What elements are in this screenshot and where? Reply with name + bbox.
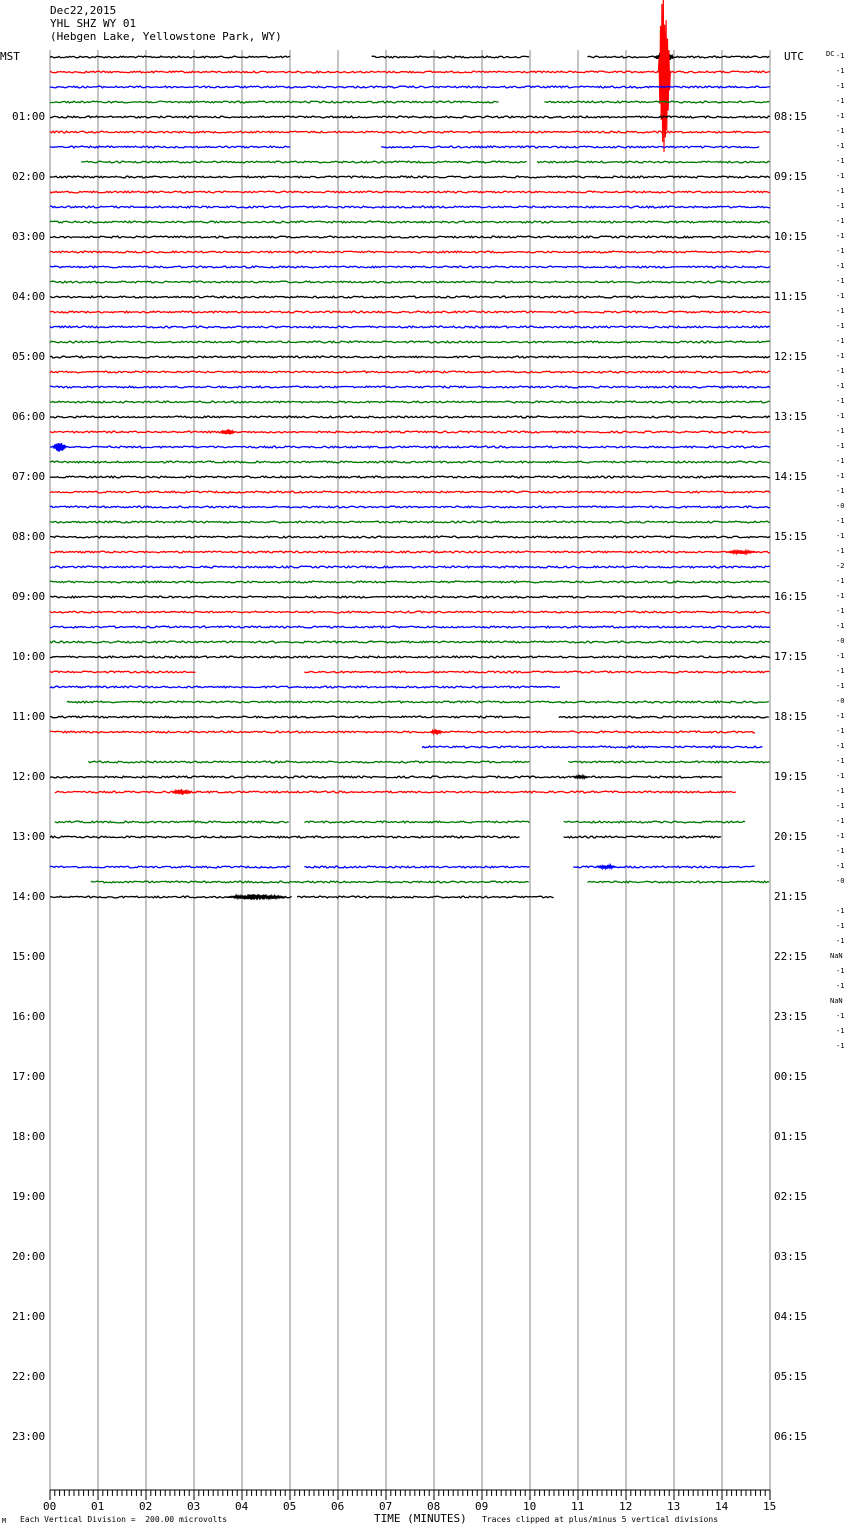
x-tick-label: 00 — [43, 1500, 57, 1513]
station-label: YHL SHZ WY 01 — [50, 17, 137, 30]
mst-hour-label: 23:00 — [12, 1430, 46, 1443]
dc-offset-label: -1 — [836, 67, 845, 75]
grid-lines — [50, 50, 770, 1490]
trace-row-38 — [50, 626, 770, 628]
trace-row-6 — [50, 146, 290, 148]
trace-row-32 — [50, 536, 770, 538]
dc-offset-label: -1 — [836, 712, 845, 720]
utc-hour-label: 12:15 — [774, 350, 808, 363]
utc-hour-label: 13:15 — [774, 410, 808, 423]
utc-hour-label: 03:15 — [774, 1250, 808, 1263]
dc-offset-label: -1 — [836, 397, 845, 405]
dc-offset-label: -1 — [836, 127, 845, 135]
trace-row-7 — [81, 161, 527, 163]
dc-offset-label: -1 — [836, 487, 845, 495]
dc-offset-label: -1 — [836, 1027, 845, 1035]
x-tick-label: 04 — [235, 1500, 249, 1513]
x-tick-label: 05 — [283, 1500, 297, 1513]
dc-offset-label: -1 — [836, 937, 845, 945]
event-burst-row-1 — [658, 0, 670, 152]
trace-row-40 — [50, 656, 770, 658]
dc-offset-label: -1 — [836, 667, 845, 675]
trace-row-55 — [91, 881, 529, 883]
trace-row-33 — [50, 551, 770, 553]
utc-hour-label: 05:15 — [774, 1370, 808, 1383]
utc-hour-label: 16:15 — [774, 590, 808, 603]
utc-hour-label: 14:15 — [774, 470, 808, 483]
dc-offset-label: -1 — [836, 862, 845, 870]
dc-offset-label: -1 — [836, 1042, 845, 1050]
trace-row-37 — [50, 611, 770, 613]
mst-hour-label: 21:00 — [12, 1310, 46, 1323]
dc-offset-label: -1 — [836, 967, 845, 975]
trace-row-46 — [422, 746, 763, 748]
trace-row-47 — [568, 761, 769, 763]
trace-row-49 — [55, 791, 736, 793]
x-tick-label: 10 — [523, 1500, 537, 1513]
trace-row-56 — [297, 896, 554, 898]
trace-row-52 — [50, 836, 520, 838]
mst-axis-title: MST — [0, 50, 20, 63]
dc-offset-label: -1 — [836, 322, 845, 330]
dc-offset-label: -1 — [836, 292, 845, 300]
trace-row-21 — [50, 371, 770, 373]
event-burst-row-33 — [727, 550, 756, 554]
x-axis-label: TIME (MINUTES) — [374, 1512, 467, 1525]
dc-offset-label: -1 — [836, 382, 845, 390]
mst-hour-label: 02:00 — [12, 170, 46, 183]
trace-row-24 — [50, 416, 770, 418]
mst-hour-label: 13:00 — [12, 830, 46, 843]
x-tick-label: 13 — [667, 1500, 681, 1513]
utc-hour-label: 11:15 — [774, 290, 808, 303]
trace-row-0 — [372, 56, 529, 58]
trace-row-54 — [304, 866, 529, 868]
trace-row-15 — [50, 281, 770, 283]
dc-offset-label: -1 — [836, 592, 845, 600]
utc-hour-label: 10:15 — [774, 230, 808, 243]
x-tick-label: 02 — [139, 1500, 153, 1513]
event-burst-row-25 — [220, 429, 234, 434]
utc-hour-label: 09:15 — [774, 170, 808, 183]
x-axis — [50, 1490, 770, 1500]
dc-offset-label: -1 — [836, 922, 845, 930]
trace-row-11 — [50, 221, 770, 223]
dc-offset-label: -1 — [836, 367, 845, 375]
utc-hour-label: 01:15 — [774, 1130, 808, 1143]
utc-hour-label: 19:15 — [774, 770, 808, 783]
utc-hour-label: 00:15 — [774, 1070, 808, 1083]
utc-hour-label: 02:15 — [774, 1190, 808, 1203]
dc-offset-label: -1 — [836, 742, 845, 750]
trace-row-42 — [50, 686, 560, 688]
x-tick-label: 12 — [619, 1500, 633, 1513]
dc-offset-label: -1 — [836, 517, 845, 525]
trace-row-14 — [50, 266, 770, 268]
corner-mark: M — [2, 1517, 7, 1525]
dc-offset-label: -1 — [836, 157, 845, 165]
trace-row-54 — [50, 866, 290, 868]
utc-axis-title: UTC — [784, 50, 804, 63]
trace-row-29 — [50, 491, 770, 493]
dc-offset-label: -1 — [836, 247, 845, 255]
event-burst-row-56 — [228, 894, 285, 900]
dc-offset-label: -1 — [836, 52, 845, 60]
dc-offset-label: -1 — [836, 532, 845, 540]
mst-hour-label: 01:00 — [12, 110, 46, 123]
dc-offset-label: -1 — [836, 217, 845, 225]
trace-row-27 — [50, 461, 770, 463]
dc-offset-label: -0 — [836, 697, 845, 705]
dc-offset-label: -1 — [836, 907, 845, 915]
trace-row-9 — [50, 191, 770, 193]
utc-hour-label: 23:15 — [774, 1010, 808, 1023]
dc-offset-label: -1 — [836, 832, 845, 840]
dc-offset-label: -0 — [836, 877, 845, 885]
dc-offset-label: -1 — [836, 172, 845, 180]
trace-row-3 — [50, 101, 499, 103]
trace-row-8 — [50, 176, 770, 178]
dc-offset-label: NaN — [830, 952, 843, 960]
utc-hour-label: 18:15 — [774, 710, 808, 723]
dc-offset-label: -1 — [836, 607, 845, 615]
utc-hour-label: 04:15 — [774, 1310, 808, 1323]
dc-offset-label: -1 — [836, 142, 845, 150]
location-label: (Hebgen Lake, Yellowstone Park, WY) — [50, 30, 282, 43]
dc-offset-label: -1 — [836, 82, 845, 90]
dc-offset-label: -1 — [836, 787, 845, 795]
trace-row-44 — [559, 716, 769, 718]
trace-row-13 — [50, 251, 770, 253]
trace-row-0 — [50, 56, 290, 58]
trace-row-41 — [304, 671, 769, 673]
dc-offset-label: -1 — [836, 727, 845, 735]
x-tick-label: 08 — [427, 1500, 441, 1513]
x-tick-label: 15 — [763, 1500, 777, 1513]
trace-row-20 — [50, 356, 770, 358]
event-burst-row-45 — [430, 729, 442, 734]
mst-hour-label: 15:00 — [12, 950, 46, 963]
scale-note: Each Vertical Division = 200.00 microvolts — [20, 1515, 228, 1524]
mst-hour-label: 20:00 — [12, 1250, 46, 1263]
x-tick-label: 11 — [571, 1500, 585, 1513]
dc-label: DC — [826, 50, 835, 58]
mst-hour-label: 11:00 — [12, 710, 46, 723]
trace-row-17 — [50, 311, 770, 313]
utc-hour-label: 08:15 — [774, 110, 808, 123]
dc-offset-label: -1 — [836, 337, 845, 345]
dc-offset-label: -1 — [836, 772, 845, 780]
trace-row-6 — [381, 146, 759, 148]
trace-row-41 — [50, 671, 196, 673]
mst-hour-label: 12:00 — [12, 770, 46, 783]
dc-offset-label: NaN — [830, 997, 843, 1005]
trace-row-18 — [50, 326, 770, 328]
trace-row-39 — [50, 641, 770, 643]
dc-offset-label: -0 — [836, 637, 845, 645]
mst-hour-label: 04:00 — [12, 290, 46, 303]
dc-offset-label: -1 — [836, 982, 845, 990]
traces — [50, 0, 770, 900]
trace-row-19 — [50, 341, 770, 343]
dc-offset-label: -1 — [836, 277, 845, 285]
trace-row-31 — [50, 521, 770, 523]
mst-hour-label: 18:00 — [12, 1130, 46, 1143]
dc-offset-label: -1 — [836, 412, 845, 420]
trace-row-34 — [50, 566, 770, 568]
mst-hour-label: 03:00 — [12, 230, 46, 243]
date-label: Dec22,2015 — [50, 4, 117, 17]
utc-hour-label: 22:15 — [774, 950, 808, 963]
mst-hour-label: 05:00 — [12, 350, 46, 363]
dc-offset-label: -1 — [836, 457, 845, 465]
dc-offset-label: -1 — [836, 577, 845, 585]
trace-row-52 — [564, 836, 722, 838]
mst-hour-label: 22:00 — [12, 1370, 46, 1383]
trace-row-36 — [50, 596, 770, 598]
trace-row-55 — [588, 881, 770, 883]
dc-offset-label: -1 — [836, 682, 845, 690]
x-tick-label: 01 — [91, 1500, 105, 1513]
dc-offset-label: -1 — [836, 1012, 845, 1020]
dc-offset-label: -1 — [836, 802, 845, 810]
utc-hour-label: 21:15 — [774, 890, 808, 903]
trace-row-30 — [50, 506, 770, 508]
trace-row-51 — [55, 821, 289, 823]
dc-offset-label: -1 — [836, 307, 845, 315]
dc-offset-label: -1 — [836, 652, 845, 660]
mst-hour-label: 07:00 — [12, 470, 46, 483]
trace-row-45 — [50, 731, 755, 733]
trace-row-0 — [588, 56, 770, 58]
mst-hour-label: 08:00 — [12, 530, 46, 543]
dc-offset-label: -1 — [836, 202, 845, 210]
dc-offset-label: -1 — [836, 187, 845, 195]
utc-hour-label: 06:15 — [774, 1430, 808, 1443]
trace-row-16 — [50, 296, 770, 298]
mst-hour-label: 16:00 — [12, 1010, 46, 1023]
trace-row-12 — [50, 236, 770, 238]
dc-offset-label: -1 — [836, 847, 845, 855]
clip-note: Traces clipped at plus/minus 5 vertical divisions — [482, 1515, 719, 1524]
trace-row-7 — [537, 161, 770, 163]
trace-row-28 — [50, 476, 770, 478]
dc-offset-label: -1 — [836, 352, 845, 360]
x-tick-label: 06 — [331, 1500, 345, 1513]
dc-offset-label: -1 — [836, 262, 845, 270]
dc-offset-label: -1 — [836, 472, 845, 480]
utc-hour-label: 20:15 — [774, 830, 808, 843]
trace-row-10 — [50, 206, 770, 208]
dc-offset-label: -1 — [836, 442, 845, 450]
trace-row-26 — [50, 446, 770, 448]
mst-hour-label: 09:00 — [12, 590, 46, 603]
trace-row-22 — [50, 386, 770, 388]
trace-row-51 — [564, 821, 746, 823]
x-tick-label: 09 — [475, 1500, 489, 1513]
mst-hour-label: 06:00 — [12, 410, 46, 423]
mst-hour-label: 14:00 — [12, 890, 46, 903]
dc-offset-label: -1 — [836, 622, 845, 630]
dc-offset-label: -1 — [836, 232, 845, 240]
x-tick-label: 14 — [715, 1500, 729, 1513]
trace-row-35 — [50, 581, 770, 583]
event-burst-row-49 — [172, 789, 191, 795]
dc-offset-label: -1 — [836, 112, 845, 120]
trace-row-25 — [50, 431, 770, 433]
trace-row-43 — [67, 701, 769, 703]
dc-offset-label: -1 — [836, 757, 845, 765]
dc-offset-label: -1 — [836, 427, 845, 435]
dc-offset-label: -1 — [836, 547, 845, 555]
dc-offset-label: -2 — [836, 562, 845, 570]
utc-hour-label: 15:15 — [774, 530, 808, 543]
mst-hour-label: 10:00 — [12, 650, 46, 663]
dc-offset-label: -0 — [836, 502, 845, 510]
utc-hour-label: 17:15 — [774, 650, 808, 663]
dc-offset-label: -1 — [836, 817, 845, 825]
trace-row-47 — [88, 761, 529, 763]
trace-row-23 — [50, 401, 770, 403]
mst-hour-label: 19:00 — [12, 1190, 46, 1203]
x-tick-label: 03 — [187, 1500, 201, 1513]
x-tick-label: 07 — [379, 1500, 393, 1513]
dc-offset-label: -1 — [836, 97, 845, 105]
mst-hour-label: 17:00 — [12, 1070, 46, 1083]
event-burst-row-26 — [52, 443, 66, 452]
